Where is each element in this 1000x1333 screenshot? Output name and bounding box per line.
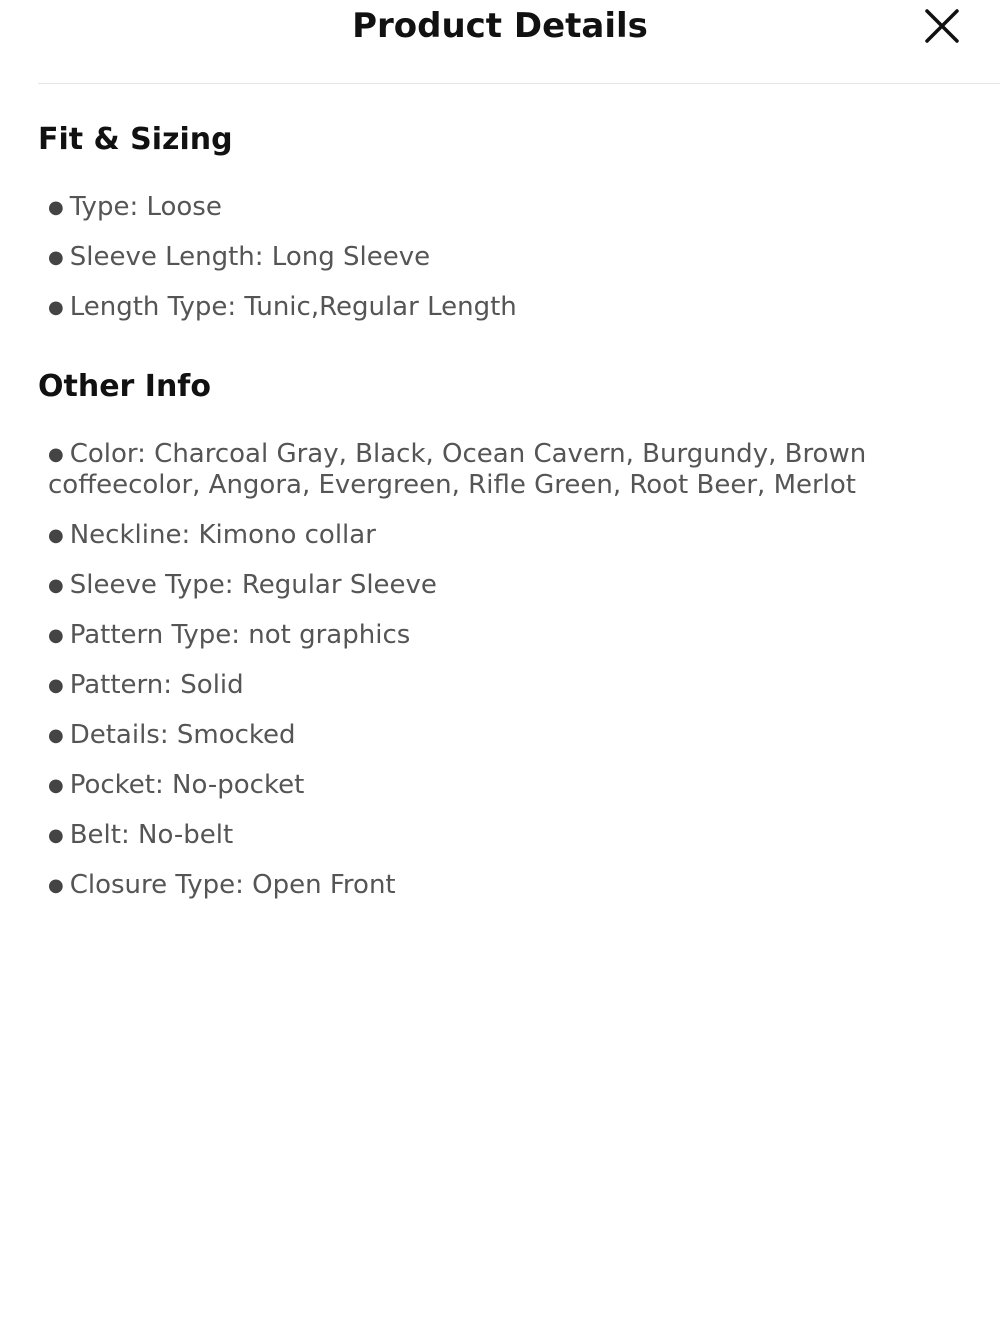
detail-item xyxy=(48,720,958,751)
detail-text: Type: Loose xyxy=(69,192,222,222)
detail-text: Sleeve Type: Regular Sleeve xyxy=(69,570,437,600)
bullet-icon: ● xyxy=(48,575,64,596)
other-info-list xyxy=(38,439,958,901)
detail-item xyxy=(48,439,958,501)
bullet-icon: ● xyxy=(48,625,64,646)
detail-text: Color: Charcoal Gray, Black, Ocean Cavern, Burgundy, Brown coffeecolor, Angora, Evergreen, Rifle Green, Root Beer, Merlot xyxy=(48,439,867,500)
detail-item xyxy=(48,620,958,651)
detail-item xyxy=(48,292,958,323)
detail-item xyxy=(48,820,958,851)
page-title: Product Details xyxy=(352,6,648,46)
detail-item xyxy=(48,870,958,901)
header-divider xyxy=(38,83,1000,84)
close-button[interactable] xyxy=(918,2,966,50)
detail-item xyxy=(48,670,958,701)
fit-sizing-section xyxy=(38,118,958,323)
modal-header xyxy=(0,0,1000,84)
detail-item xyxy=(48,520,958,551)
bullet-icon: ● xyxy=(48,297,64,318)
detail-text: Sleeve Length: Long Sleeve xyxy=(69,242,431,272)
detail-text: Belt: No-belt xyxy=(69,820,234,850)
detail-text: Length Type: Tunic,Regular Length xyxy=(69,292,517,322)
product-details-content xyxy=(38,118,958,920)
detail-item xyxy=(48,242,958,273)
bullet-icon: ● xyxy=(48,444,64,465)
detail-text: Closure Type: Open Front xyxy=(69,870,396,900)
detail-text: Pattern: Solid xyxy=(69,670,244,700)
bullet-icon: ● xyxy=(48,675,64,696)
bullet-icon: ● xyxy=(48,197,64,218)
bullet-icon: ● xyxy=(48,875,64,896)
other-info-section xyxy=(38,365,958,901)
bullet-icon: ● xyxy=(48,775,64,796)
bullet-icon: ● xyxy=(48,247,64,268)
detail-text: Neckline: Kimono collar xyxy=(69,520,376,550)
bullet-icon: ● xyxy=(48,825,64,846)
detail-text: Details: Smocked xyxy=(69,720,296,750)
fit-sizing-list xyxy=(38,192,958,323)
detail-item xyxy=(48,192,958,223)
section-title-other-info: Other Info xyxy=(38,369,211,404)
detail-item xyxy=(48,770,958,801)
detail-item xyxy=(48,570,958,601)
bullet-icon: ● xyxy=(48,725,64,746)
close-icon xyxy=(918,2,966,50)
detail-text: Pattern Type: not graphics xyxy=(69,620,411,650)
detail-text: Pocket: No-pocket xyxy=(69,770,305,800)
bullet-icon: ● xyxy=(48,525,64,546)
section-title-fit-sizing: Fit & Sizing xyxy=(38,122,233,157)
